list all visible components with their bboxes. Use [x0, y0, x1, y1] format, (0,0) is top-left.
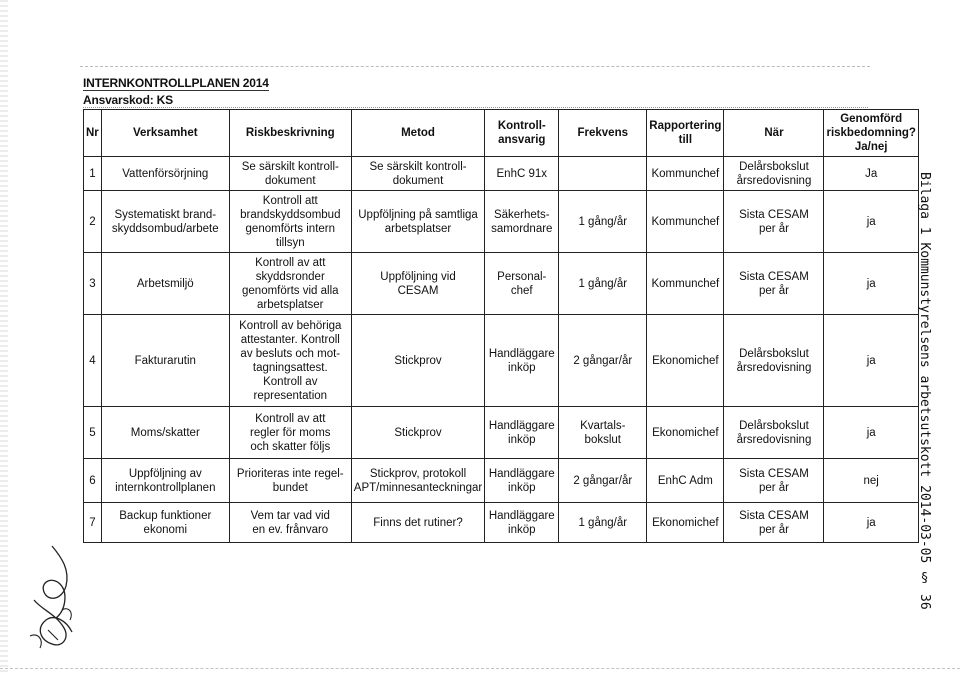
cell-metod: Stickprov, protokoll APT/minnesanteckningar	[351, 459, 484, 503]
cell-frekvens: 2 gångar/år	[559, 315, 647, 407]
cell-ansvarig: Handläggare inköp	[485, 407, 559, 459]
cell-genomford: ja	[824, 407, 918, 459]
document-subtitle: Ansvarskod: KS	[83, 93, 173, 107]
side-annotation: Bilaga 1 Kommunstyrelsens arbetsutskott 2014-03-05 § 36	[917, 172, 932, 610]
cell-rapportering: Kommunchef	[647, 191, 724, 253]
scan-bottom-line	[0, 668, 960, 670]
cell-genomford: Ja	[824, 157, 918, 191]
cell-nar: Sista CESAM per år	[724, 503, 824, 543]
cell-verksamhet: Fakturarutin	[101, 315, 229, 407]
cell-genomford: nej	[824, 459, 918, 503]
cell-nar: Delårsbokslut årsredovisning	[724, 315, 824, 407]
divider	[83, 107, 868, 108]
handwritten-signature	[22, 540, 82, 652]
header-genomford: Genomförd riskbedomning? Ja/nej	[824, 110, 918, 157]
cell-risk: Kontroll av behöriga attestanter. Kontroll av besluts och mot- tagningsattest. Kontroll av representation	[229, 315, 351, 407]
cell-metod: Se särskilt kontroll- dokument	[351, 157, 484, 191]
cell-ansvarig: Handläggare inköp	[485, 459, 559, 503]
header-nar: När	[724, 110, 824, 157]
header-nr: Nr	[84, 110, 102, 157]
cell-genomford: ja	[824, 253, 918, 315]
internkontroll-table	[83, 109, 919, 543]
cell-rapportering: EnhC Adm	[647, 459, 724, 503]
cell-verksamhet: Systematiskt brand- skyddsombud/arbete	[101, 191, 229, 253]
header-verksamhet: Verksamhet	[101, 110, 229, 157]
cell-risk: Kontroll av att regler för moms och skatter följs	[229, 407, 351, 459]
cell-frekvens: 1 gång/år	[559, 503, 647, 543]
cell-metod: Uppföljning på samtliga arbetsplatser	[351, 191, 484, 253]
cell-frekvens: Kvartals- bokslut	[559, 407, 647, 459]
cell-verksamhet: Backup funktioner ekonomi	[101, 503, 229, 543]
header-metod: Metod	[351, 110, 484, 157]
cell-metod: Stickprov	[351, 315, 484, 407]
cell-nar: Sista CESAM per år	[724, 191, 824, 253]
cell-verksamhet: Vattenförsörjning	[101, 157, 229, 191]
cell-rapportering: Ekonomichef	[647, 407, 724, 459]
cell-nr: 1	[84, 157, 102, 191]
table-row	[84, 503, 919, 543]
cell-genomford: ja	[824, 191, 918, 253]
cell-nar: Sista CESAM per år	[724, 459, 824, 503]
header-kontrollansvarig: Kontroll- ansvarig	[485, 110, 559, 157]
cell-metod: Stickprov	[351, 407, 484, 459]
header-rapportering: Rapportering till	[647, 110, 724, 157]
cell-verksamhet: Arbetsmiljö	[101, 253, 229, 315]
cell-frekvens: 2 gångar/år	[559, 459, 647, 503]
cell-nr: 3	[84, 253, 102, 315]
cell-rapportering: Ekonomichef	[647, 315, 724, 407]
cell-ansvarig: Säkerhets- samordnare	[485, 191, 559, 253]
cell-risk: Kontroll av att skyddsronder genomförts vid alla arbetsplatser	[229, 253, 351, 315]
cell-verksamhet: Uppföljning av internkontrollplanen	[101, 459, 229, 503]
cell-risk: Kontroll att brandskyddsombud genomförts intern tillsyn	[229, 191, 351, 253]
cell-rapportering: Kommunchef	[647, 157, 724, 191]
cell-ansvarig: Personal- chef	[485, 253, 559, 315]
cell-ansvarig: Handläggare inköp	[485, 503, 559, 543]
document-title: INTERNKONTROLLPLANEN 2014	[83, 76, 269, 90]
cell-risk: Prioriteras inte regel- bundet	[229, 459, 351, 503]
table-row	[84, 157, 919, 191]
cell-ansvarig: Handläggare inköp	[485, 315, 559, 407]
table-row	[84, 315, 919, 407]
cell-nr: 4	[84, 315, 102, 407]
cell-metod: Finns det rutiner?	[351, 503, 484, 543]
cell-genomford: ja	[824, 503, 918, 543]
table-row	[84, 253, 919, 315]
cell-rapportering: Ekonomichef	[647, 503, 724, 543]
scan-left-edge	[0, 0, 8, 675]
cell-genomford: ja	[824, 315, 918, 407]
cell-nar: Sista CESAM per år	[724, 253, 824, 315]
cell-frekvens: 1 gång/år	[559, 191, 647, 253]
cell-frekvens: 1 gång/år	[559, 253, 647, 315]
header-riskbeskrivning: Riskbeskrivning	[229, 110, 351, 157]
cell-nr: 5	[84, 407, 102, 459]
cell-ansvarig: EnhC 91x	[485, 157, 559, 191]
cell-nr: 2	[84, 191, 102, 253]
cell-nar: Delårsbokslut årsredovisning	[724, 157, 824, 191]
scan-top-line	[80, 66, 870, 68]
cell-frekvens	[559, 157, 647, 191]
cell-metod: Uppföljning vid CESAM	[351, 253, 484, 315]
cell-verksamhet: Moms/skatter	[101, 407, 229, 459]
cell-risk: Se särskilt kontroll- dokument	[229, 157, 351, 191]
cell-nr: 6	[84, 459, 102, 503]
cell-nar: Delårsbokslut årsredovisning	[724, 407, 824, 459]
table-header-row	[84, 110, 919, 157]
header-frekvens: Frekvens	[559, 110, 647, 157]
table-row	[84, 191, 919, 253]
table-row	[84, 407, 919, 459]
table-row	[84, 459, 919, 503]
cell-nr: 7	[84, 503, 102, 543]
cell-risk: Vem tar vad vid en ev. frånvaro	[229, 503, 351, 543]
cell-rapportering: Kommunchef	[647, 253, 724, 315]
